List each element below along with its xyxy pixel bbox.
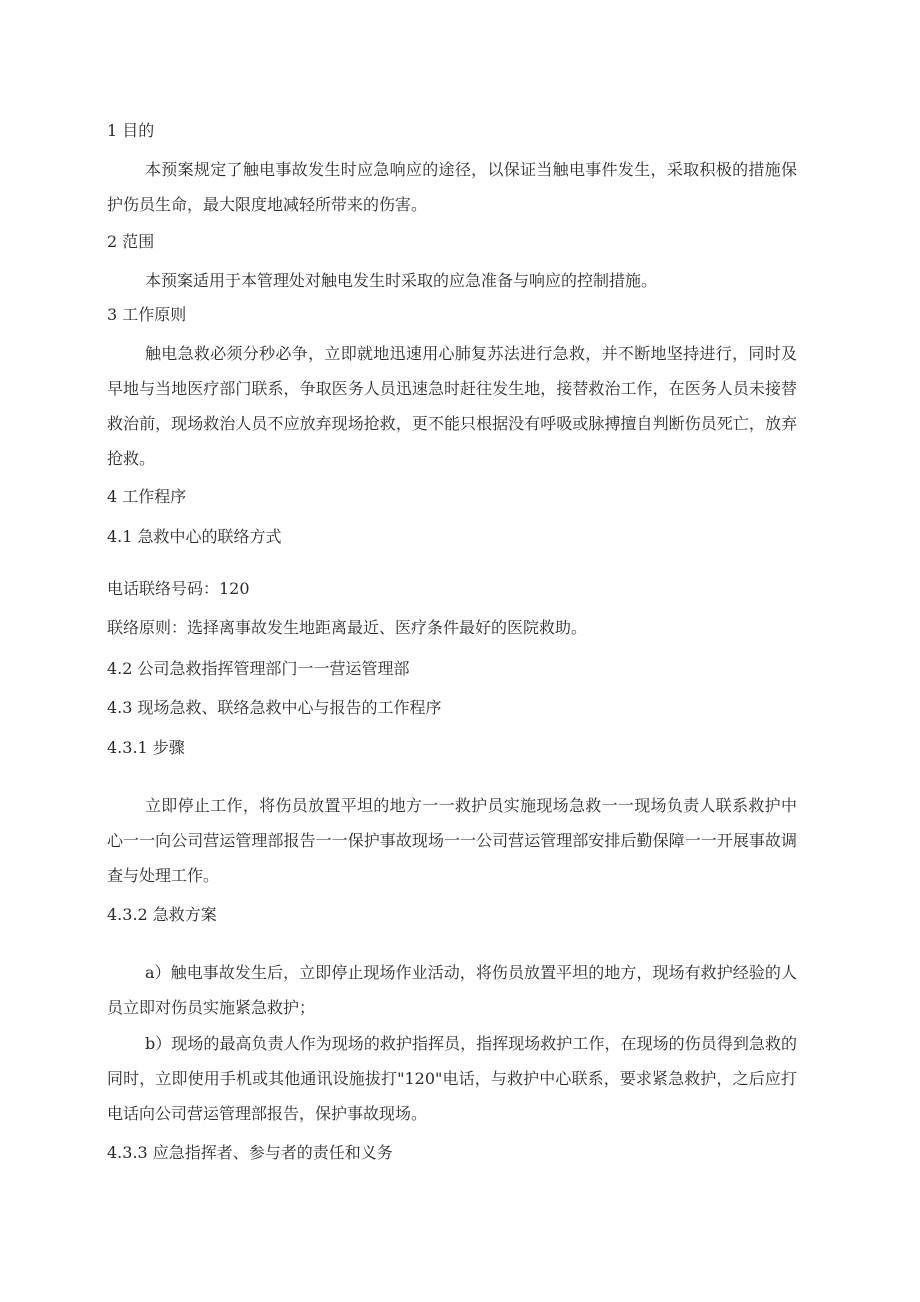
section-4-3-1-body: 立即停止工作，将伤员放置平坦的地方一一救护员实施现场急救一一现场负责人联系救护中心一一向公司营运管理部报告一一保护事故现场一一公司营运管理部安排后勤保障一一开展事故调查与处理工作。 [107,796,797,885]
section-2-body: 本预案适用于本管理处对触电发生时采取的应急准备与响应的控制措施。 [145,271,658,290]
section-4-2-heading: 4.2 公司急救指挥管理部门一一营运管理部 [107,659,410,678]
section-3-body: 触电急救必须分秒必争，立即就地迅速用心肺复苏法进行急救，并不断地坚持进行，同时及早地与当地医疗部门联系，争取医务人员迅速急时赶往发生地，接替救治工作，在医务人员未接替救治前，现场救治人员不应放弃现场抢救，更不能只根据没有呼吸或脉搏擅自判断伤员死亡，放弃抢救。 [107,344,797,468]
section-1-body: 本预案规定了触电事故发生时应急响应的途径，以保证当触电事件发生，采取积极的措施保护伤员生命，最大限度地减轻所带来的伤害。 [107,160,797,214]
section-3-heading: 3 工作原则 [107,305,187,324]
section-4-3-2-heading: 4.3.2 急救方案 [107,905,217,924]
section-4-1-heading: 4.1 急救中心的联络方式 [107,527,282,546]
section-4-3-2-item-b: b）现场的最高负责人作为现场的救护指挥员，指挥现场救护工作，在现场的伤员得到急救的同时，立即使用手机或其他通讯设施拔打"120"电话，与救护中心联系，要求紧急救护，之后应打电话向公司营运管理部报告，保护事故现场。 [107,1034,797,1123]
contact-principle-line: 联络原则：选择离事故发生地距离最近、医疗条件最好的医院救助。 [107,618,588,637]
section-4-3-1-heading: 4.3.1 步骤 [107,738,185,757]
section-4-3-heading: 4.3 现场急救、联络急救中心与报告的工作程序 [107,698,442,717]
section-4-heading: 4 工作程序 [107,487,187,506]
section-2-heading: 2 范围 [107,232,155,251]
section-4-3-3-heading: 4.3.3 应急指挥者、参与者的责任和义务 [107,1143,393,1162]
section-4-3-2-item-a: a）触电事故发生后，立即停止现场作业活动，将伤员放置平坦的地方，现场有救护经验的人员立即对伤员实施紧急救护； [107,963,797,1017]
section-1-heading: 1 目的 [107,121,155,140]
phone-number-line: 电话联络号码：120 [107,579,250,598]
